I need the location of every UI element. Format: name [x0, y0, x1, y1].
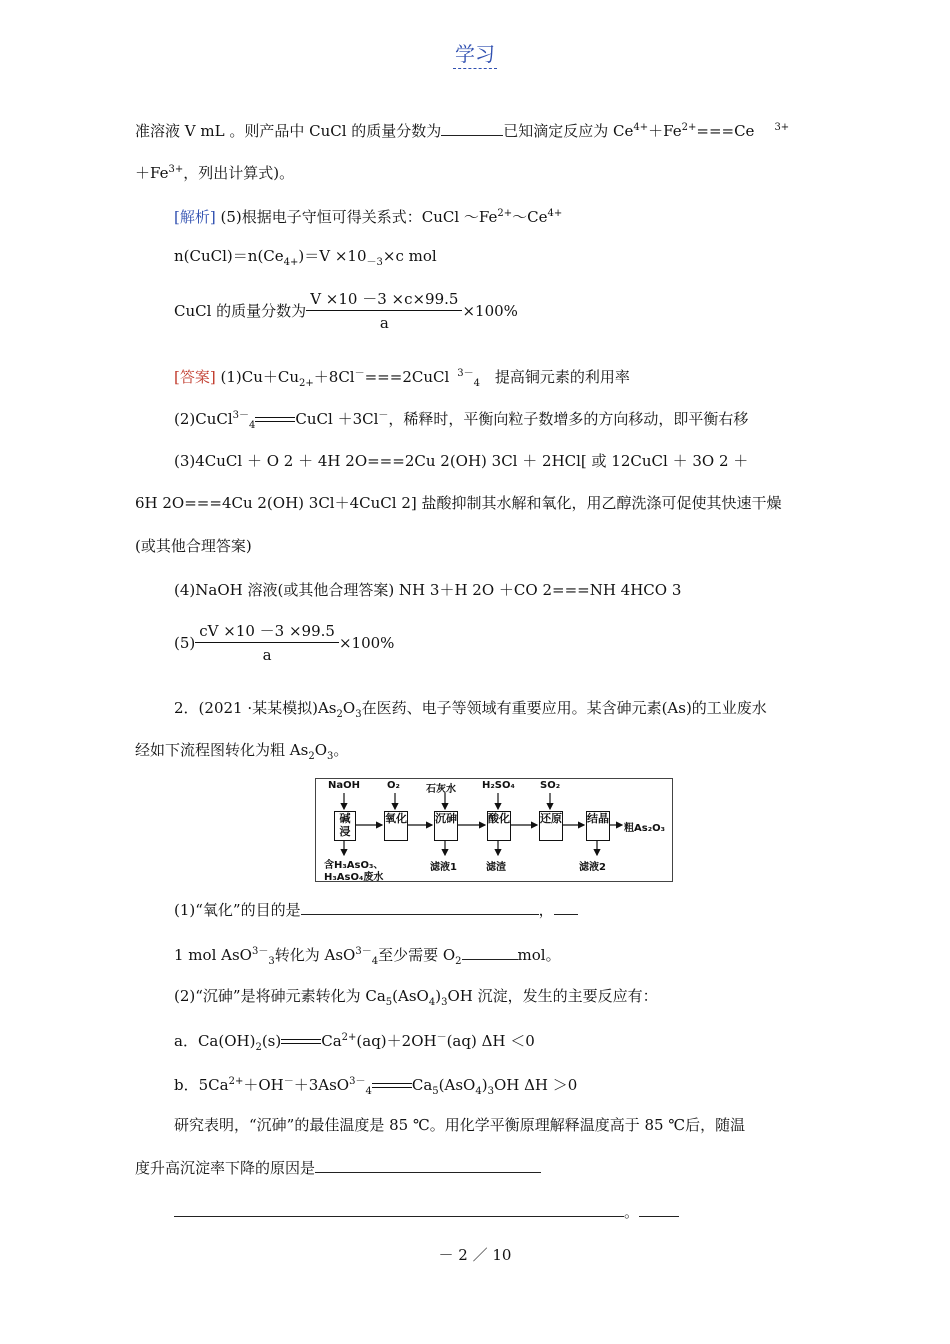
process-box: 酸化 — [487, 811, 511, 841]
reaction-line: a．$Ca(OH)_2(s)$ $Ca^{2+}(aq)+2OH^-(aq)$ ΔH ＜0 — [174, 1032, 535, 1053]
byproduct-label: 滤液1 — [430, 862, 457, 873]
process-box: 碱浸 — [334, 811, 356, 841]
equilibrium-arrow — [281, 1037, 321, 1047]
reagent-label: 石灰水 — [426, 784, 456, 795]
fraction: $\frac{cV \times 10 -3 \times 99.5}{a}$ — [195, 622, 339, 664]
page-number: － 2 ／ 10 — [438, 1246, 512, 1264]
source-label: H₃AsO₄废水 — [324, 872, 384, 883]
answer-blank[interactable] — [301, 900, 539, 915]
process-box: 沉砷 — [434, 811, 458, 841]
answer-blank — [639, 1202, 679, 1217]
reagent-label: H₂SO₄ — [482, 780, 515, 791]
answer-tag: [答案] — [174, 368, 216, 386]
page-header — [0, 38, 950, 67]
answer-line: [答案] $(1)Cu+Cu_{2+}+8Cl^-===2CuCl$ $^{3-}_4$ 提高铜元素的利用率 — [174, 368, 630, 389]
text-line: 准溶液 V mL 。则产品中 CuCl 的质量分数为 已知滴定反应为 $Ce^{4+}+Fe^{2+}===Ce$ $^{3+}$ — [135, 122, 790, 140]
answer-blank[interactable] — [174, 1202, 624, 1217]
answer-line: 6H 2O===4Cu 2(OH) 3Cl＋4CuCl 2] 盐酸抑制其水解和氧化，用乙醇洗涤可促使其快速干燥 — [135, 494, 782, 512]
text-line: 度升高沉淀率下降的原因是 — [135, 1158, 541, 1178]
answer-line: (2)CuCl$^{3-}_4$ CuCl ＋3Cl－，稀释时，平衡向粒子数增多的方向移动，即平衡右移 — [174, 410, 749, 431]
product-label: 粗As₂O₃ — [624, 823, 665, 834]
answer-blank — [441, 121, 503, 136]
text-line: $n(CuCl)=n(Ce_{4+})=V \times 10_{-3}\times c$ mol — [174, 247, 437, 268]
byproduct-label: 滤渣 — [486, 862, 506, 873]
process-box: 还原 — [539, 811, 563, 841]
byproduct-label: 滤液2 — [579, 862, 606, 873]
question-line: 2．(2021 ·某某模拟)$As_2O_3$在医药、电子等领域有重要应用。某含砷元素(As)的工业废水 — [174, 699, 767, 720]
header-title[interactable]: 学习 — [453, 42, 497, 69]
source-label: 含H₃AsO₃、 — [324, 860, 384, 871]
text-line: 研究表明，“沉砷”的最佳温度是 85 ℃。用化学平衡原理解释温度高于 85 ℃后，随温 — [174, 1116, 746, 1134]
text-line: $+Fe^{3+}$，列出计算式)。 — [135, 164, 295, 182]
answer-line: (3)4CuCl ＋ O 2 ＋ 4H 2O===2Cu 2(OH) 3Cl ＋ 2HCl[ 或 12CuCl ＋ 3O 2 ＋ — [174, 452, 749, 470]
analysis-tag: [解析] — [174, 208, 216, 226]
equilibrium-arrow — [255, 415, 295, 425]
reaction-line: b．$5Ca^{2+}+OH^-+3AsO^{3-}_4$ $Ca_5(AsO_4)_3OH$ ΔH ＞0 — [174, 1076, 578, 1097]
answer-blank[interactable] — [554, 900, 578, 915]
answer-blank[interactable] — [462, 945, 518, 960]
process-flowchart — [315, 778, 673, 882]
question-line: (2)“沉砷”是将砷元素转化为 $Ca_5(AsO_4)_3OH$ 沉淀，发生的主要反应有： — [174, 987, 658, 1008]
process-box: 结晶 — [586, 811, 610, 841]
reagent-label: SO₂ — [540, 780, 561, 791]
fraction-line: CuCl 的质量分数为 $\frac{V \times 10 -3 \times c\times 99.5}{a}$ ×100% — [174, 290, 518, 332]
reagent-label: O₂ — [387, 780, 400, 791]
process-box: 氧化 — [384, 811, 408, 841]
analysis-line: [解析] (5)根据电子守恒可得关系式：CuCl $\sim Fe^{2+}\sim Ce^{4+}$ — [174, 208, 563, 226]
question-line: (1)“氧化”的目的是 ， — [174, 900, 578, 920]
answer-blank[interactable] — [315, 1158, 541, 1173]
equilibrium-arrow — [372, 1081, 412, 1091]
answer-line: (或其他合理答案) — [135, 537, 252, 555]
question-line: 经如下流程图转化为粗 $As_2O_3$。 — [135, 741, 349, 762]
fraction: $\frac{V \times 10 -3 \times c\times 99.5}{a}$ — [306, 290, 462, 332]
question-line: 1 mol AsO$^{3-}_3$转化为 AsO$^{3-}_4$至少需要 $O_2$ mol。 — [174, 946, 561, 967]
text-line: 。 — [174, 1202, 679, 1222]
answer-line: (4)NaOH 溶液(或其他合理答案) NH 3＋H 2O ＋CO 2===NH 4HCO 3 — [174, 581, 682, 599]
fraction-line: (5) $\frac{cV \times 10 -3 \times 99.5}{a}$ ×100% — [174, 622, 395, 664]
reagent-label: NaOH — [328, 780, 360, 791]
